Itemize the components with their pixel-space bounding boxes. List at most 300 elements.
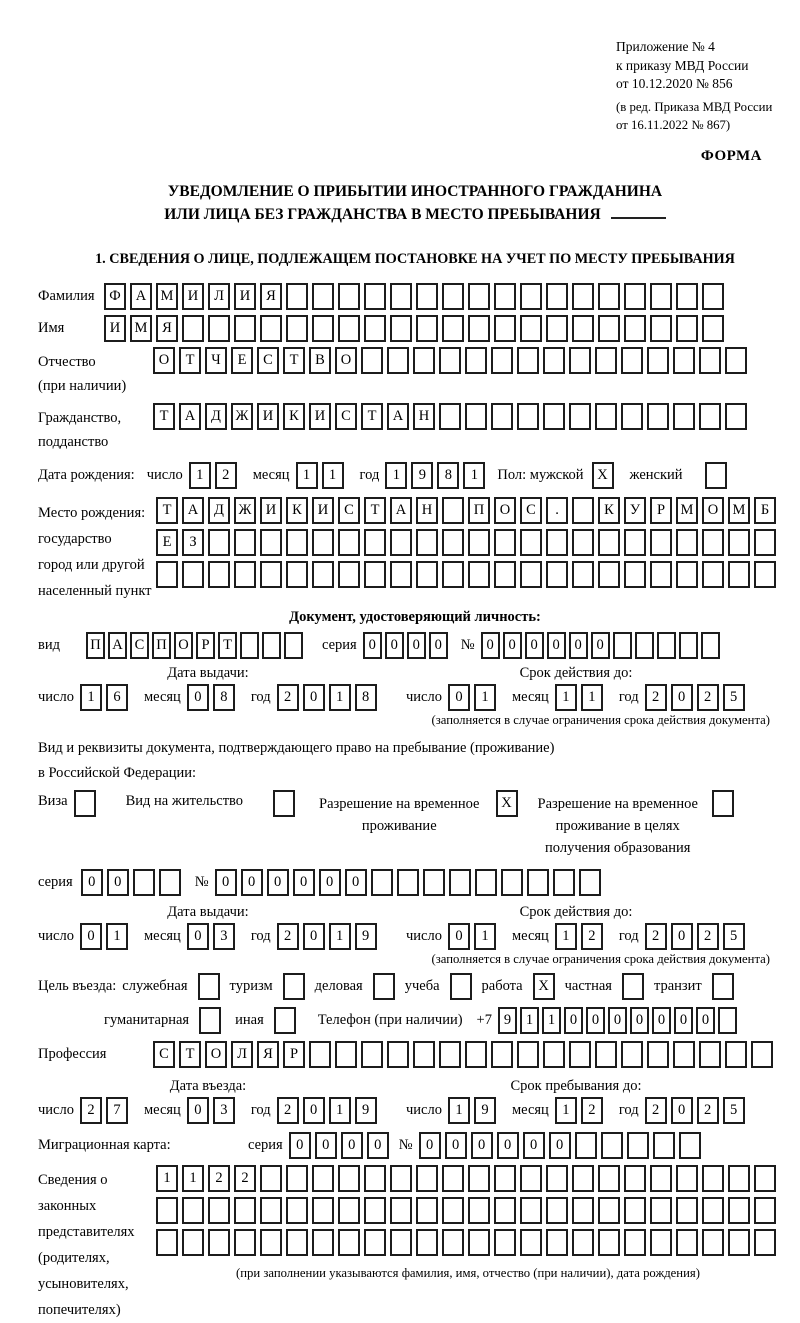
char-box: К xyxy=(598,497,620,524)
purpose-tourism-label: туризм xyxy=(229,978,273,995)
representatives-boxes xyxy=(156,1165,780,1281)
temp-residence-edu-line: Разрешение на временное xyxy=(537,796,698,813)
char-box xyxy=(569,403,591,430)
char-box xyxy=(133,869,155,896)
purpose-other-label: иная xyxy=(235,1012,264,1029)
char-box xyxy=(390,1197,412,1224)
year-word: год xyxy=(250,928,271,945)
year-word: год xyxy=(618,1102,639,1119)
sex-female-checkbox xyxy=(705,462,727,489)
purpose-other-checkbox xyxy=(274,1007,296,1034)
char-box: 2 xyxy=(277,684,299,711)
char-box: С xyxy=(130,632,149,659)
char-box: 2 xyxy=(277,1097,299,1124)
char-box xyxy=(338,283,360,310)
char-box: М xyxy=(676,497,698,524)
char-box xyxy=(728,1165,750,1192)
char-box xyxy=(627,1132,649,1159)
char-box: 5 xyxy=(723,684,745,711)
char-box xyxy=(364,1165,386,1192)
char-box: 9 xyxy=(411,462,433,489)
char-box: 0 xyxy=(367,1132,389,1159)
surname-label: Фамилия xyxy=(38,287,95,304)
char-box: С xyxy=(338,497,360,524)
char-box xyxy=(598,315,620,342)
char-box xyxy=(520,1165,542,1192)
char-box xyxy=(673,1041,695,1068)
char-box: 1 xyxy=(329,923,351,950)
char-box: 1 xyxy=(555,923,577,950)
char-box xyxy=(517,403,539,430)
char-box: Т xyxy=(283,347,305,374)
char-box xyxy=(387,347,409,374)
char-box xyxy=(364,1229,386,1256)
char-box: 0 xyxy=(303,1097,325,1124)
revision-line: (в ред. Приказа МВД России xyxy=(616,99,773,114)
char-box: Ч xyxy=(205,347,227,374)
migration-card-label: Миграционная карта: xyxy=(38,1137,171,1154)
char-box: Н xyxy=(413,403,435,430)
char-box xyxy=(442,1165,464,1192)
char-box: И xyxy=(257,403,279,430)
birthdate-month-boxes xyxy=(296,462,348,489)
char-box xyxy=(260,315,282,342)
residence-doc-series-row xyxy=(38,869,792,896)
purpose-private-checkbox xyxy=(622,973,644,1000)
residence-valid-year xyxy=(645,923,749,950)
char-box xyxy=(572,1229,594,1256)
char-box xyxy=(234,1229,256,1256)
char-box: Т xyxy=(156,497,178,524)
char-box: Р xyxy=(196,632,215,659)
doc-type-label: вид xyxy=(38,636,60,653)
char-box xyxy=(262,632,281,659)
purpose-private-label: частная xyxy=(564,978,612,995)
char-box: 8 xyxy=(355,684,377,711)
char-box xyxy=(390,1165,412,1192)
char-box: П xyxy=(86,632,105,659)
char-box xyxy=(312,1229,334,1256)
char-box: 0 xyxy=(549,1132,571,1159)
char-box xyxy=(468,529,490,556)
section1-heading: 1. СВЕДЕНИЯ О ЛИЦЕ, ПОДЛЕЖАЩЕМ ПОСТАНОВКЕ НА УЧЕТ ПО МЕСТУ ПРЕБЫВАНИЯ xyxy=(95,250,735,267)
char-box xyxy=(442,315,464,342)
char-box xyxy=(491,347,513,374)
char-box: С xyxy=(335,403,357,430)
char-box: 3 xyxy=(213,923,235,950)
char-box: 0 xyxy=(569,632,588,659)
char-box xyxy=(621,403,643,430)
char-box xyxy=(728,529,750,556)
name-row xyxy=(38,315,792,342)
purpose-humanitarian-checkbox xyxy=(199,1007,221,1034)
char-box: 0 xyxy=(523,1132,545,1159)
char-box xyxy=(699,347,721,374)
residence-issue-month xyxy=(187,923,239,950)
char-box xyxy=(312,283,334,310)
char-box xyxy=(650,529,672,556)
char-box: А xyxy=(108,632,127,659)
residence-issue-col xyxy=(38,904,406,950)
day-word: число xyxy=(38,688,74,705)
char-box: 0 xyxy=(289,1132,311,1159)
char-box xyxy=(312,1165,334,1192)
char-box xyxy=(234,315,256,342)
char-box: 0 xyxy=(671,923,693,950)
form-title-line2 xyxy=(38,203,792,226)
char-box: 1 xyxy=(329,684,351,711)
name-label: Имя xyxy=(38,319,65,336)
purpose-study-label: учеба xyxy=(404,978,440,995)
char-box: 1 xyxy=(474,923,496,950)
temp-residence-edu-label xyxy=(538,790,698,859)
visit-purpose-row xyxy=(38,973,792,1000)
char-box xyxy=(494,529,516,556)
temp-residence-line: проживание xyxy=(361,818,437,835)
char-box: 0 xyxy=(303,684,325,711)
char-box xyxy=(468,315,490,342)
residence-series-boxes xyxy=(81,869,185,896)
char-box xyxy=(182,1197,204,1224)
char-box xyxy=(156,1197,178,1224)
char-box xyxy=(465,1041,487,1068)
surname-row xyxy=(38,283,792,310)
name-boxes xyxy=(104,315,728,342)
char-box xyxy=(494,283,516,310)
char-box xyxy=(240,632,259,659)
identity-doc-heading: Документ, удостоверяющий личность: xyxy=(289,608,541,625)
char-box: 0 xyxy=(696,1007,715,1034)
char-box xyxy=(595,347,617,374)
char-box: 7 xyxy=(106,1097,128,1124)
valid-until-label: Срок действия до: xyxy=(519,664,633,681)
char-box xyxy=(449,869,471,896)
char-box: 1 xyxy=(385,462,407,489)
valid-until-label: Срок действия до: xyxy=(519,904,633,921)
char-box: 0 xyxy=(293,869,315,896)
birthdate-day-boxes xyxy=(189,462,241,489)
appendix-line: Приложение № 4 xyxy=(616,39,715,54)
year-word: год xyxy=(618,928,639,945)
char-box xyxy=(465,347,487,374)
char-box: 0 xyxy=(319,869,341,896)
char-box: 0 xyxy=(591,632,610,659)
citizenship-label xyxy=(38,403,153,454)
char-box xyxy=(338,1197,360,1224)
profession-row xyxy=(38,1041,792,1068)
patronymic-boxes xyxy=(153,347,751,374)
citizenship-row xyxy=(38,403,792,454)
char-box xyxy=(728,1229,750,1256)
form-title xyxy=(38,180,792,227)
char-box xyxy=(208,1197,230,1224)
char-box xyxy=(624,561,646,588)
temp-residence-label xyxy=(319,790,479,837)
char-box xyxy=(527,869,549,896)
char-box xyxy=(520,315,542,342)
purpose-business-checkbox xyxy=(373,973,395,1000)
char-box xyxy=(754,1165,776,1192)
char-box: И xyxy=(234,283,256,310)
representatives-label-line: представителях xyxy=(38,1224,135,1241)
char-box: 0 xyxy=(187,923,209,950)
number-word: № xyxy=(460,636,475,653)
char-box: 0 xyxy=(107,869,129,896)
char-box: 0 xyxy=(448,923,470,950)
identity-issue-month xyxy=(187,684,239,711)
char-box xyxy=(364,1197,386,1224)
char-box xyxy=(624,529,646,556)
char-box xyxy=(650,1229,672,1256)
residence-permit-checkbox xyxy=(273,790,295,817)
char-box: 9 xyxy=(474,1097,496,1124)
char-box xyxy=(569,347,591,374)
char-box xyxy=(338,1165,360,1192)
char-box: 1 xyxy=(189,462,211,489)
char-box xyxy=(284,632,303,659)
char-box: М xyxy=(130,315,152,342)
char-box xyxy=(569,1041,591,1068)
char-box xyxy=(494,315,516,342)
char-box xyxy=(260,1229,282,1256)
form-title-line2-text: ИЛИ ЛИЦА БЕЗ ГРАЖДАНСТВА В МЕСТО ПРЕБЫВАНИЯ xyxy=(164,206,601,224)
char-box xyxy=(624,1165,646,1192)
char-box xyxy=(725,347,747,374)
revision-reference xyxy=(616,99,792,134)
char-box: 0 xyxy=(345,869,367,896)
char-box: 6 xyxy=(106,684,128,711)
char-box xyxy=(468,283,490,310)
char-box xyxy=(676,315,698,342)
char-box: П xyxy=(468,497,490,524)
month-word: месяц xyxy=(252,466,290,483)
month-word: месяц xyxy=(143,688,181,705)
char-box xyxy=(653,1132,675,1159)
char-box xyxy=(621,347,643,374)
char-box xyxy=(572,283,594,310)
char-box xyxy=(546,1165,568,1192)
char-box xyxy=(598,1197,620,1224)
char-box xyxy=(208,529,230,556)
char-box: У xyxy=(624,497,646,524)
char-box xyxy=(413,347,435,374)
char-box xyxy=(520,1197,542,1224)
char-box: 1 xyxy=(555,684,577,711)
char-box xyxy=(416,529,438,556)
char-box: 2 xyxy=(581,1097,603,1124)
char-box: Т xyxy=(179,347,201,374)
char-box xyxy=(702,1197,724,1224)
char-box: 0 xyxy=(608,1007,627,1034)
char-box xyxy=(647,1041,669,1068)
char-box: 0 xyxy=(652,1007,671,1034)
identity-issue-year xyxy=(277,684,381,711)
char-box: Н xyxy=(416,497,438,524)
entry-month xyxy=(187,1097,239,1124)
char-box: 1 xyxy=(322,462,344,489)
char-box xyxy=(543,1041,565,1068)
char-box xyxy=(371,869,393,896)
char-box xyxy=(575,1132,597,1159)
char-box xyxy=(442,283,464,310)
identity-doc-dates xyxy=(38,665,792,711)
char-box xyxy=(390,529,412,556)
revision-line: от 16.11.2022 № 867) xyxy=(616,117,731,132)
series-word: серия xyxy=(38,874,73,891)
form-label: ФОРМА xyxy=(700,148,762,165)
char-box xyxy=(572,1165,594,1192)
char-box xyxy=(416,1229,438,1256)
char-box xyxy=(520,529,542,556)
char-box xyxy=(475,869,497,896)
day-word: число xyxy=(406,1102,442,1119)
char-box xyxy=(397,869,419,896)
char-box xyxy=(754,561,776,588)
char-box: 2 xyxy=(234,1165,256,1192)
char-box: 2 xyxy=(697,684,719,711)
char-box: 9 xyxy=(355,923,377,950)
patronymic-label-line1: Отчество xyxy=(38,353,96,370)
doc-series-boxes xyxy=(363,632,451,659)
profession-label: Профессия xyxy=(38,1046,107,1063)
char-box xyxy=(439,1041,461,1068)
char-box: 0 xyxy=(547,632,566,659)
char-box: 8 xyxy=(437,462,459,489)
char-box: 1 xyxy=(542,1007,561,1034)
day-word: число xyxy=(406,928,442,945)
char-box xyxy=(725,1041,747,1068)
stay-year xyxy=(645,1097,749,1124)
char-box xyxy=(613,632,632,659)
char-box: 3 xyxy=(213,1097,235,1124)
char-box: 8 xyxy=(213,684,235,711)
char-box: 0 xyxy=(429,632,448,659)
purpose-transit-label: транзит xyxy=(653,978,702,995)
char-box: 0 xyxy=(630,1007,649,1034)
char-box: Ж xyxy=(234,497,256,524)
representatives-block xyxy=(38,1165,792,1323)
char-box xyxy=(699,403,721,430)
char-box xyxy=(676,283,698,310)
char-box xyxy=(579,869,601,896)
sex-male-checkbox: X xyxy=(592,462,614,489)
purpose-study-checkbox xyxy=(450,973,472,1000)
residence-doc-dates xyxy=(38,904,792,950)
char-box xyxy=(650,1197,672,1224)
char-box xyxy=(468,1165,490,1192)
char-box xyxy=(595,403,617,430)
char-box: 0 xyxy=(525,632,544,659)
char-box: 2 xyxy=(208,1165,230,1192)
char-box: 0 xyxy=(81,869,103,896)
char-box xyxy=(361,347,383,374)
char-box: О xyxy=(335,347,357,374)
char-box xyxy=(624,315,646,342)
char-box xyxy=(423,869,445,896)
char-box xyxy=(260,1197,282,1224)
residence-issue-day xyxy=(80,923,132,950)
char-box: В xyxy=(309,347,331,374)
char-box xyxy=(572,497,594,524)
char-box xyxy=(364,283,386,310)
char-box: О xyxy=(153,347,175,374)
char-box: 0 xyxy=(497,1132,519,1159)
char-box xyxy=(364,529,386,556)
char-box xyxy=(416,561,438,588)
char-box xyxy=(520,283,542,310)
patronymic-label-line2: (при наличии) xyxy=(38,377,127,394)
appendix-line: к приказу МВД России xyxy=(616,57,749,73)
char-box: 2 xyxy=(697,1097,719,1124)
char-box xyxy=(208,315,230,342)
residence-doc-intro-line2: в Российской Федерации: xyxy=(38,765,197,782)
char-box: 1 xyxy=(80,684,102,711)
char-box: Я xyxy=(260,283,282,310)
char-box xyxy=(364,315,386,342)
char-box: С xyxy=(520,497,542,524)
month-word: месяц xyxy=(143,1102,181,1119)
char-box xyxy=(442,497,464,524)
char-box xyxy=(598,1229,620,1256)
char-box xyxy=(494,1229,516,1256)
residence-issue-year xyxy=(277,923,381,950)
char-box: 1 xyxy=(520,1007,539,1034)
char-box xyxy=(416,1165,438,1192)
month-word: месяц xyxy=(511,1102,549,1119)
birthplace-row3 xyxy=(156,561,780,588)
char-box: 0 xyxy=(671,684,693,711)
validity-note: (заполняется в случае ограничения срока действия документа) xyxy=(431,952,770,967)
birthplace-boxes xyxy=(156,497,780,593)
char-box xyxy=(598,283,620,310)
char-box xyxy=(390,1229,412,1256)
doc-number-boxes xyxy=(481,632,723,659)
char-box xyxy=(468,1229,490,1256)
char-box xyxy=(286,1229,308,1256)
char-box: Е xyxy=(231,347,253,374)
char-box xyxy=(234,561,256,588)
char-box: Т xyxy=(361,403,383,430)
char-box xyxy=(601,1132,623,1159)
birthplace-row1 xyxy=(156,497,780,524)
char-box xyxy=(286,283,308,310)
char-box xyxy=(647,403,669,430)
char-box xyxy=(702,1229,724,1256)
identity-valid-month xyxy=(555,684,607,711)
char-box xyxy=(676,1165,698,1192)
series-word: серия xyxy=(248,1137,283,1154)
char-box: 0 xyxy=(445,1132,467,1159)
identity-valid-day xyxy=(448,684,500,711)
char-box: И xyxy=(260,497,282,524)
char-box xyxy=(442,529,464,556)
char-box: 0 xyxy=(241,869,263,896)
char-box: Я xyxy=(257,1041,279,1068)
char-box: 5 xyxy=(723,1097,745,1124)
doc-type-boxes xyxy=(86,632,306,659)
char-box xyxy=(546,1229,568,1256)
char-box xyxy=(468,561,490,588)
char-box xyxy=(361,1041,383,1068)
purpose-tourism-checkbox xyxy=(283,973,305,1000)
char-box: З xyxy=(182,529,204,556)
char-box: С xyxy=(153,1041,175,1068)
char-box: О xyxy=(494,497,516,524)
char-box xyxy=(595,1041,617,1068)
birthplace-row2 xyxy=(156,529,780,556)
char-box xyxy=(673,403,695,430)
char-box xyxy=(491,1041,513,1068)
